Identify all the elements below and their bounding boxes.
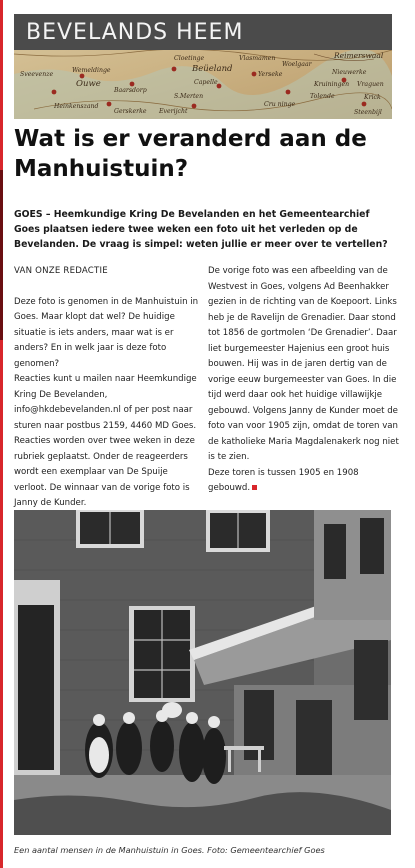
end-mark-icon [252,485,257,490]
accent-bar [0,0,3,868]
historic-photo [14,510,391,835]
map-label: Sveevenze [20,71,54,78]
courtyard-photo-illustration [14,510,391,835]
byline: VAN ONZE REDACTIE [14,266,108,276]
map-label: Vlasmamen [239,55,276,62]
paragraph: Reacties kunt u mailen naar Heemkundige Kring De Bevelanden, info@hkdebevelanden.nl of per post naar sturen naar postbus 2159, 4460 MD Goes. Reacties worden over twee weken in deze rubriek geplaatst. Onder de reageerders wordt een exemplaar van De Spuije verloot. De winnaar van de vorige foto is Janny de Kunder. [14,374,197,508]
map-label: Wemeldinge [72,67,111,74]
paragraph-text: Deze toren is tussen 1905 en 1908 gebouwd. [208,467,359,493]
banner-title-bar [14,14,392,50]
paragraph-final [208,466,399,497]
map-label: Capelle [194,79,218,86]
paragraph: Deze foto is genomen in de Manhuistuin in Goes. Maar klopt dat wel? De huidige situatie is iets anders, maar wat is er anders? En in welk jaar is deze foto genomen? [14,296,199,369]
section-title: BEVELANDS HEEM [26,20,244,45]
map-label: Beüeland [192,64,233,74]
article-headline: Wat is er veranderd aan de Manhuistuin? [14,126,367,182]
accent-bar-dark [0,170,3,340]
map-label: Cloetinge [174,55,205,62]
map-label: Yerseke [258,71,283,78]
header-banner [14,14,392,119]
map-label: Everijcht [159,108,188,115]
photo-caption: Een aantal mensen in de Manhuistuin in Goes. Foto: Gemeentearchief Goes [14,845,325,855]
paragraph: De vorige foto was een afbeelding van de Westvest in Goes, volgens Ad Beenhakker gezien in de richting van de Koepoort. Links heb je de Ravelijn de Grenadier. Daar stond tot 1856 de gortmolen ‘De Grenadier’. Daar liet burgemeester Hajenius een groot huis bouwen. Hij was in de jaren dertig van de vorige eeuw burgemeester van Goes. In die tijd werd daar ook het huidige villawijkje gebouwd. Volgens Janny de Kunder moet de foto van voor 1905 zijn, omdat de toren van de katholieke Maria Magdalenakerk nog niet is te zien. [208,266,399,462]
map-label: Vraguen [357,81,384,88]
map-label: Heinkenszand [54,103,99,110]
map-label: Baarsdorp [114,87,147,94]
map-label: Reimerswaal [334,51,384,60]
map-label: Ouwe [76,79,101,89]
article-lead: GOES – Heemkundige Kring De Bevelanden en het Gemeentearchief Goes plaatsen iedere twee weken een foto uit het verleden op de Bevelanden. De vraag is simpel: weten jullie er meer over te vertellen? [14,209,388,250]
map-label: Woelgaar [282,61,312,68]
article-column-right [208,264,399,497]
map-label: Tolende [310,93,335,100]
map-label: S.Merten [174,93,204,100]
map-label: Cru ninge [264,101,296,108]
map-label: Steenbijl [354,109,382,116]
map-label: Krick [364,94,381,101]
article-column-left [14,264,200,512]
map-label: Kruiningen [314,81,350,88]
map-label: Gerskerke [114,108,147,115]
map-label: Nieuwerke [332,69,367,76]
